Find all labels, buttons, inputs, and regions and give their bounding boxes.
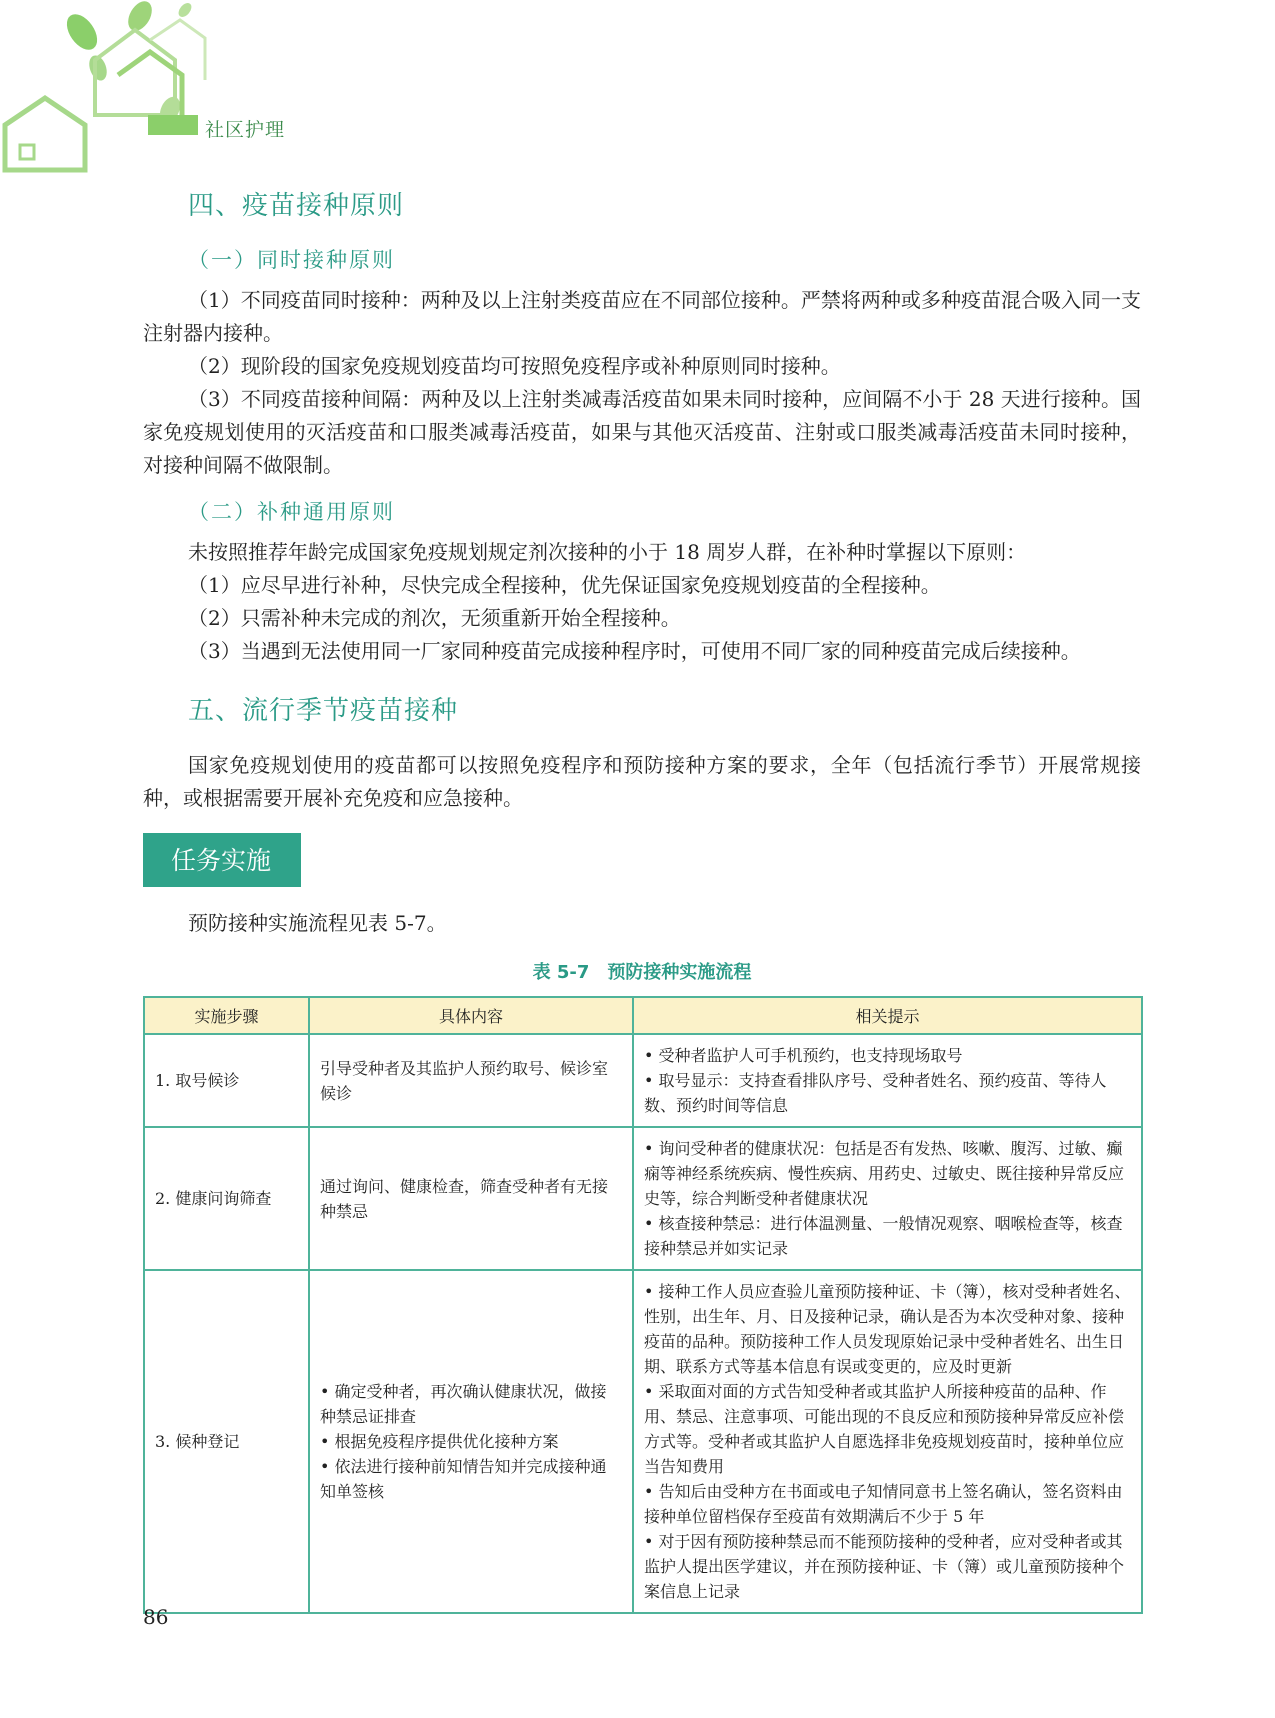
house-icon <box>95 30 175 115</box>
step-cell: 1. 取号候诊 <box>144 1034 309 1127</box>
task-banner: 任务实施 <box>143 833 301 887</box>
step-cell: 2. 健康问询筛查 <box>144 1127 309 1270</box>
table-row <box>144 1034 1142 1127</box>
tip-item: • 询问受种者的健康状况：包括是否有发热、咳嗽、腹泻、过敏、癫痫等神经系统疾病、慢性疾病、用药史、过敏史、既往接种异常反应史等，综合判断受种者健康状况 <box>644 1136 1131 1211</box>
paragraph: （2）现阶段的国家免疫规划疫苗均可按照免疫程序或补种原则同时接种。 <box>188 354 841 378</box>
page-number: 86 <box>143 1605 169 1629</box>
paragraph: （1）不同疫苗同时接种：两种及以上注射类疫苗应在不同部位接种。严禁将两种或多种疫苗混合吸入同一支注射器内接种。 <box>143 288 1141 345</box>
tip-item: • 接种工作人员应查验儿童预防接种证、卡（簿），核对受种者姓名、性别，出生年、月、日及接种记录，确认是否为本次受种对象、接种疫苗的品种。预防接种工作人员发现原始记录中受种者姓名、出生日期、联系方式等基本信息有误或变更的，应及时更新 <box>644 1279 1131 1379</box>
paragraph: （2）只需补种未完成的剂次，无须重新开始全程接种。 <box>188 606 681 630</box>
header-content: 具体内容 <box>309 997 633 1034</box>
section-5-title: 五、流行季节疫苗接种 <box>188 696 459 726</box>
content-cell <box>309 1034 633 1127</box>
tip-item: • 取号显示：支持查看排队序号、受种者姓名、预约疫苗、等待人数、预约时间等信息 <box>644 1068 1131 1118</box>
tip-item: • 告知后由受种方在书面或电子知情同意书上签名确认，签名资料由接种单位留档保存至疫苗有效期满后不少于 5 年 <box>644 1479 1131 1529</box>
page-content <box>143 185 1141 1614</box>
paragraph: （3）不同疫苗接种间隔：两种及以上注射类减毒活疫苗如果未同时接种，应间隔不小于 28 天进行接种。国家免疫规划使用的灭活疫苗和口服类减毒活疫苗，如果与其他灭活疫苗、注射或口服类减毒活疫苗未同时接种，对接种间隔不做限制。 <box>143 387 1141 477</box>
tip-item: • 核查接种禁忌：进行体温测量、一般情况观察、咽喉检查等，核查接种禁忌并如实记录 <box>644 1211 1131 1261</box>
table-row <box>144 1270 1142 1613</box>
running-header-title: 社区护理 <box>205 119 286 141</box>
task-intro: 预防接种实施流程见表 5-7。 <box>188 911 447 935</box>
tips-cell <box>633 1270 1142 1613</box>
paragraph: 未按照推荐年龄完成国家免疫规划规定剂次接种的小于 18 周岁人群，在补种时掌握以下原则： <box>188 540 1027 564</box>
step-cell: 3. 候种登记 <box>144 1270 309 1613</box>
section-4-title: 四、疫苗接种原则 <box>188 191 405 221</box>
leaf-icon <box>176 1 194 20</box>
leaf-icon <box>61 9 104 56</box>
tips-cell <box>633 1127 1142 1270</box>
tip-item: • 受种者监护人可手机预约，也支持现场取号 <box>644 1043 1131 1068</box>
tip-item: • 对于因有预防接种禁忌而不能预防接种的受种者，应对受种者或其监护人提出医学建议，并在预防接种证、卡（簿）或儿童预防接种个案信息上记录 <box>644 1529 1131 1604</box>
table-header-row <box>144 997 1142 1034</box>
subsection-1-title: （一）同时接种原则 <box>188 248 395 272</box>
paragraph: （3）当遇到无法使用同一厂家同种疫苗完成接种程序时，可使用不同厂家的同种疫苗完成后续接种。 <box>188 639 1081 663</box>
subsection-2-title: （二）补种通用原则 <box>188 500 395 524</box>
paragraph: （1）应尽早进行补种，尽快完成全程接种，优先保证国家免疫规划疫苗的全程接种。 <box>188 573 941 597</box>
content-text: 引导受种者及其监护人预约取号、候诊室候诊 <box>320 1058 609 1103</box>
tips-cell <box>633 1034 1142 1127</box>
content-text: 通过询问、健康检查，筛查受种者有无接种禁忌 <box>320 1176 609 1221</box>
table-title: 表 5-7 预防接种实施流程 <box>532 962 752 983</box>
paragraph: 国家免疫规划使用的疫苗都可以按照免疫程序和预防接种方案的要求，全年（包括流行季节）开展常规接种，或根据需要开展补充免疫和应急接种。 <box>143 753 1141 810</box>
content-cell <box>309 1127 633 1270</box>
content-item: • 确定受种者，再次确认健康状况，做接种禁忌证排查 <box>320 1379 622 1429</box>
tip-item: • 采取面对面的方式告知受种者或其监护人所接种疫苗的品种、作用、禁忌、注意事项、可能出现的不良反应和预防接种异常反应补偿方式等。受种者或其监护人自愿选择非免疫规划疫苗时，接种单位应当告知费用 <box>644 1379 1131 1479</box>
header-house-leaf-logo <box>0 0 300 175</box>
header-step: 实施步骤 <box>144 997 309 1034</box>
content-item: • 依法进行接种前知情告知并完成接种通知单签核 <box>320 1454 622 1504</box>
leaf-icon <box>123 0 156 35</box>
content-item: • 根据免疫程序提供优化接种方案 <box>320 1429 622 1454</box>
procedure-table <box>143 996 1143 1614</box>
content-cell <box>309 1270 633 1613</box>
house-icon <box>5 98 85 170</box>
header-tips: 相关提示 <box>633 997 1142 1034</box>
table-row <box>144 1127 1142 1270</box>
